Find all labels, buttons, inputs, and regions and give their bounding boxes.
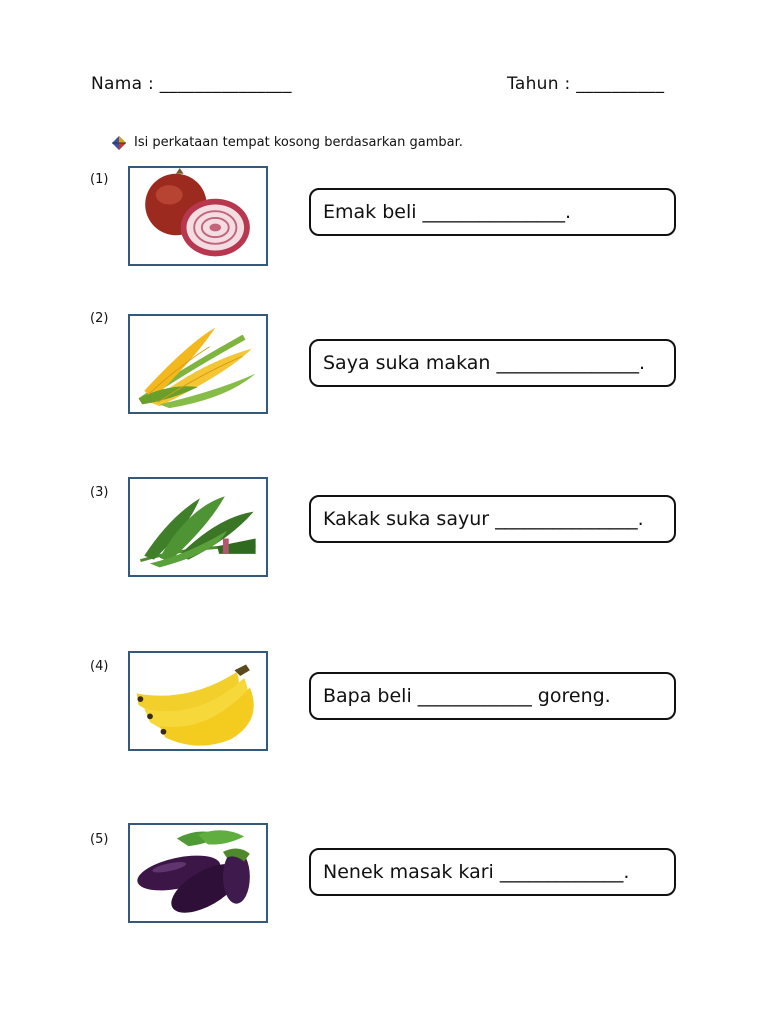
diamond-bullet-icon [112,136,126,150]
corn-image [128,314,268,414]
item-number-1: (1) [90,172,109,187]
banana-image [128,651,268,751]
answer-box-2[interactable] [309,339,676,387]
item-number-5: (5) [90,832,109,847]
eggplant-icon [130,825,266,921]
answer-box-1[interactable] [309,188,676,236]
onion-image [128,166,268,266]
year-field: Tahun : __________ [507,74,665,94]
sentence-1: Emak beli _______________. [323,201,572,223]
sentence-4: Bapa beli ____________ goreng. [323,685,611,707]
instruction [112,135,463,150]
name-field: Nama : _______________ [91,74,292,94]
corn-icon [130,316,266,412]
answer-box-5[interactable] [309,848,676,896]
sentence-5: Nenek masak kari _____________. [323,861,630,883]
leafy-vegetable-icon [130,479,266,575]
item-number-4: (4) [90,659,109,674]
leafy-vegetable-image [128,477,268,577]
sentence-2: Saya suka makan _______________. [323,352,646,374]
sentence-3: Kakak suka sayur _______________. [323,508,644,530]
answer-box-3[interactable] [309,495,676,543]
eggplant-image [128,823,268,923]
item-number-2: (2) [90,311,109,326]
banana-icon [130,653,266,749]
item-number-3: (3) [90,485,109,500]
onion-icon [130,168,266,264]
answer-box-4[interactable] [309,672,676,720]
instruction-text: Isi perkataan tempat kosong berdasarkan gambar. [134,135,463,150]
